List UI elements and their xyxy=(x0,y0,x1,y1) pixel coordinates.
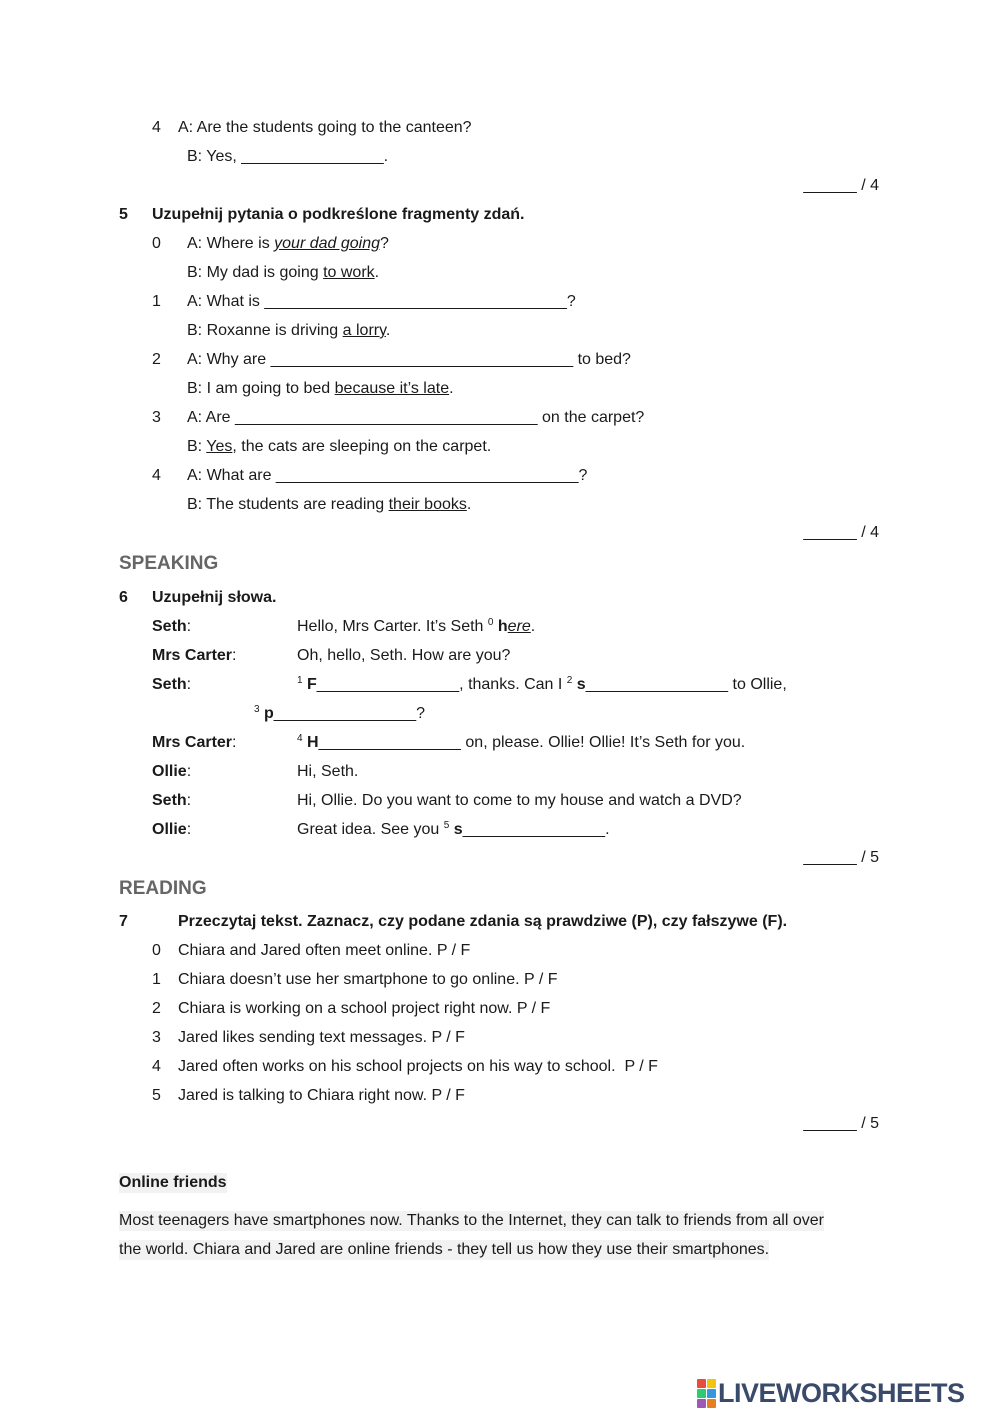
logo-block xyxy=(697,1389,706,1398)
question-a: A: Where is your dad going? xyxy=(187,235,389,252)
item-number: 0 xyxy=(152,235,161,252)
item-number: 3 xyxy=(152,1029,161,1046)
logo-block xyxy=(707,1379,716,1388)
item-number: 1 xyxy=(152,293,161,310)
section-heading-reading: READING xyxy=(119,878,207,899)
answer-b: B: Roxanne is driving a lorry. xyxy=(187,322,391,339)
speaker-label: Seth: xyxy=(152,792,192,809)
item-number: 4 xyxy=(152,1058,161,1075)
section-heading-speaking: SPEAKING xyxy=(119,553,219,574)
dialogue-line: Oh, hello, Seth. How are you? xyxy=(297,647,511,664)
exercise-number: 6 xyxy=(119,589,128,606)
underlined-fragment: their books xyxy=(388,496,467,513)
text-title: Online friends xyxy=(119,1174,227,1191)
exercise-title: Uzupełnij słowa. xyxy=(152,589,277,606)
dialogue-line-blank[interactable]: $^3$ p________________? xyxy=(254,704,426,722)
speaker-label: Seth: xyxy=(152,618,192,635)
underlined-fragment: because it’s late xyxy=(334,380,450,397)
speaker-label: Seth: xyxy=(152,676,192,693)
question-a-blank[interactable]: A: Why are __________________________________ to bed? xyxy=(187,351,631,368)
answer-b: B: Yes, the cats are sleeping on the carpet. xyxy=(187,438,492,455)
score-ex5: ______ / 4 xyxy=(803,524,879,541)
logo-text: LIVEWORKSHEETS xyxy=(718,1377,965,1408)
underlined-fragment: Yes xyxy=(206,438,233,455)
logo-block xyxy=(707,1399,716,1408)
answer-b: B: The students are reading their books. xyxy=(187,496,472,513)
underlined-fragment: to work xyxy=(323,264,375,281)
true-false-statement[interactable]: Jared is talking to Chiara right now. P / F xyxy=(178,1087,465,1104)
exercise-number: 5 xyxy=(119,206,128,223)
liveworksheets-logo xyxy=(697,1378,965,1408)
exercise-number: 7 xyxy=(119,913,128,930)
speaker-label: Ollie: xyxy=(152,763,192,780)
reading-paragraph-line: Most teenagers have smartphones now. Thanks to the Internet, they can talk to friends from all over xyxy=(119,1212,824,1229)
logo-block xyxy=(707,1389,716,1398)
score-ex4: ______ / 4 xyxy=(803,177,879,194)
dialogue-line: Hello, Mrs Carter. It’s Seth $^0$ here. xyxy=(297,617,536,635)
question-a-blank[interactable]: A: What is __________________________________? xyxy=(187,293,576,310)
speaker-label: Mrs Carter: xyxy=(152,647,237,664)
item-number: 2 xyxy=(152,351,161,368)
true-false-statement[interactable]: Jared likes sending text messages. P / F xyxy=(178,1029,465,1046)
logo-block xyxy=(697,1399,706,1408)
answer-b[interactable]: B: Yes, ________________. xyxy=(187,148,389,165)
question-a: A: Are the students going to the canteen? xyxy=(178,119,472,136)
logo-blocks-icon xyxy=(697,1379,716,1408)
question-a-blank[interactable]: A: What are __________________________________? xyxy=(187,467,588,484)
exercise-title: Przeczytaj tekst. Zaznacz, czy podane zdania są prawdziwe (P), czy fałszywe (F). xyxy=(178,913,788,930)
speaker-label: Ollie: xyxy=(152,821,192,838)
dialogue-line-blank[interactable]: $^4$ H________________ on, please. Ollie! Ollie! It’s Seth for you. xyxy=(297,733,746,751)
answer-b: B: I am going to bed because it’s late. xyxy=(187,380,454,397)
item-number: 5 xyxy=(152,1087,161,1104)
true-false-statement[interactable]: Chiara and Jared often meet online. P / F xyxy=(178,942,471,959)
item-number: 4 xyxy=(152,467,161,484)
underlined-fragment: your dad going xyxy=(274,235,380,252)
dialogue-line-blanks[interactable]: $^1$ F________________, thanks. Can I $^2$ s________________ to Ollie, xyxy=(297,675,787,693)
logo-block xyxy=(697,1379,706,1388)
underlined-fragment: a lorry xyxy=(342,322,386,339)
item-number: 3 xyxy=(152,409,161,426)
dialogue-line-blank[interactable]: Great idea. See you $^5$ s________________. xyxy=(297,820,610,838)
item-number: 2 xyxy=(152,1000,161,1017)
score-ex6: ______ / 5 xyxy=(803,849,879,866)
item-number: 0 xyxy=(152,942,161,959)
item-number: 1 xyxy=(152,971,161,988)
score-ex7: ______ / 5 xyxy=(803,1115,879,1132)
item-number: 4 xyxy=(152,119,161,136)
true-false-statement[interactable]: Chiara is working on a school project right now. P / F xyxy=(178,1000,551,1017)
dialogue-line: Hi, Ollie. Do you want to come to my house and watch a DVD? xyxy=(297,792,742,809)
answer-b: B: My dad is going to work. xyxy=(187,264,380,281)
reading-paragraph-line: the world. Chiara and Jared are online friends - they tell us how they use their smartphones. xyxy=(119,1241,770,1258)
question-a-blank[interactable]: A: Are __________________________________ on the carpet? xyxy=(187,409,645,426)
speaker-label: Mrs Carter: xyxy=(152,734,237,751)
true-false-statement[interactable]: Chiara doesn’t use her smartphone to go online. P / F xyxy=(178,971,558,988)
true-false-statement[interactable]: Jared often works on his school projects on his way to school. P / F xyxy=(178,1058,658,1075)
exercise-title: Uzupełnij pytania o podkreślone fragmenty zdań. xyxy=(152,206,525,223)
dialogue-line: Hi, Seth. xyxy=(297,763,359,780)
